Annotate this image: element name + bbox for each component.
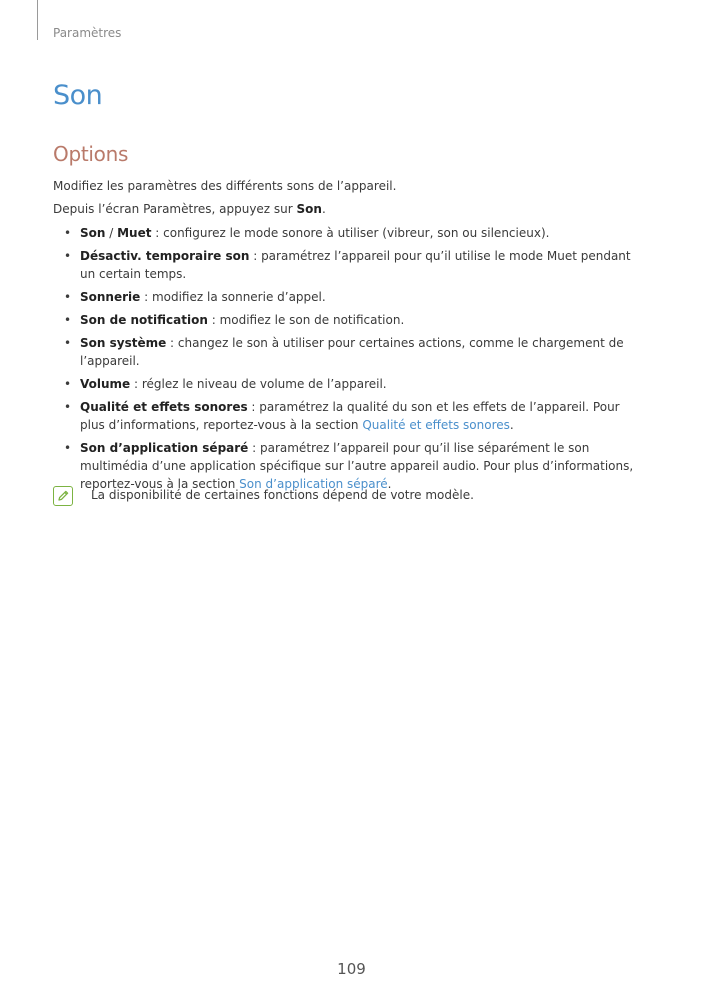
page-number: 109 (337, 960, 366, 978)
bullet: • (64, 400, 72, 414)
list-item: • Désactiv. temporaire son : paramétrez l’appareil pour qu’il utilise le mode Muet pendant un certain temps. (64, 249, 631, 281)
note-pencil-icon (53, 486, 73, 506)
note (53, 486, 643, 508)
instruction-bold: Son (296, 202, 322, 216)
list-item: • Son / Muet : configurez le mode sonore à utiliser (vibreur, son ou silencieux). (64, 226, 550, 240)
bullet: • (64, 377, 72, 391)
content (53, 177, 638, 498)
list-item: • Qualité et effets sonores : paramétrez la qualité du son et les effets de l’appareil. Pour plus d’informations, reportez-vous à la section Qualité et effets sonores. (64, 400, 620, 432)
options-list (53, 224, 638, 493)
section-title: Options (53, 142, 129, 166)
link-separate-app-sound[interactable]: Son d’application séparé (239, 477, 388, 491)
bullet: • (64, 226, 72, 240)
intro-text: Modifiez les paramètres des différents sons de l’appareil. (53, 179, 397, 193)
bullet: • (64, 290, 72, 304)
list-item: • Sonnerie : modifiez la sonnerie d’appel. (64, 290, 326, 304)
bullet: • (64, 336, 72, 350)
bullet: • (64, 249, 72, 263)
instruction-text: Depuis l’écran Paramètres, appuyez sur Son. (53, 202, 326, 216)
link-sound-quality[interactable]: Qualité et effets sonores (362, 418, 510, 432)
note-text: La disponibilité de certaines fonctions dépend de votre modèle. (91, 488, 474, 502)
list-item: • Son d’application séparé : paramétrez l’appareil pour qu’il lise séparément le son multimédia d’une application spécifique sur l’autre appareil audio. Pour plus d’informations, reportez-vous à la section Son d’application séparé. (64, 441, 634, 491)
header-rule (37, 0, 38, 40)
running-head: Paramètres (53, 26, 122, 40)
list-item: • Son de notification : modifiez le son de notification. (64, 313, 405, 327)
list-item: • Son système : changez le son à utiliser pour certaines actions, comme le chargement de l’appareil. (64, 336, 624, 368)
bullet: • (64, 313, 72, 327)
bullet: • (64, 441, 72, 455)
page-title: Son (53, 80, 103, 111)
list-item: • Volume : réglez le niveau de volume de l’appareil. (64, 377, 387, 391)
